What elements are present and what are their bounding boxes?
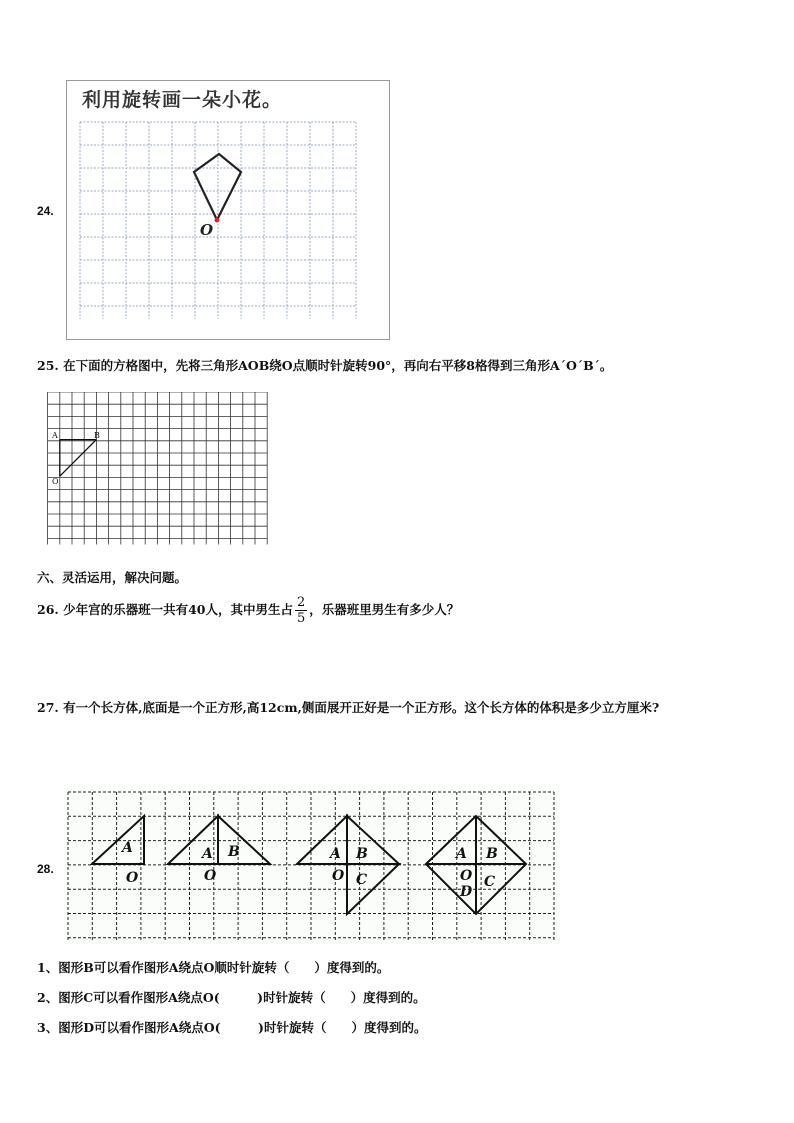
fig2-label-b: B — [228, 844, 240, 860]
q25-grid — [44, 392, 270, 548]
fig3-label-a: A — [330, 846, 341, 862]
q25-text: 在下面的方格图中，先将三角形AOB绕O点顺时针旋转90°，再向右平移8格得到三角形A´O´B´。 — [63, 358, 613, 373]
q24-o-label: O — [200, 221, 214, 239]
fig2-label-o: O — [204, 868, 217, 884]
q28-sub3: 3、图形D可以看作图形A绕点O( )时针旋转（ ）度得到的。 — [37, 1020, 427, 1035]
fig2-label-a: A — [202, 846, 213, 862]
q25-question — [37, 356, 612, 374]
fig4-label-a: A — [456, 846, 467, 862]
label-o: O — [52, 477, 59, 486]
q26-number: 26. — [37, 602, 59, 617]
fig4-label-c: C — [484, 874, 496, 890]
fig3-label-c: C — [356, 872, 368, 888]
q26-question — [37, 590, 459, 630]
q28-sub1: 1、图形B可以看作图形A绕点O顺时针旋转（ ）度得到的。 — [37, 960, 390, 975]
rotation-point-o — [215, 218, 220, 223]
fig4-label-b: B — [486, 846, 498, 862]
q27-question — [37, 698, 659, 716]
fraction-numerator: 2 — [297, 595, 306, 610]
segment-ob — [60, 440, 97, 477]
fig3-label-o: O — [332, 868, 345, 884]
q24-number: 24. — [37, 204, 54, 218]
fig3-label-b: B — [356, 846, 368, 862]
section6-title: 六、灵活运用，解决问题。 — [37, 570, 188, 585]
fig1-label-o: O — [126, 870, 139, 886]
q28-sub2: 2、图形C可以看作图形A绕点O( )时针旋转（ ）度得到的。 — [37, 990, 426, 1005]
label-a: A — [52, 431, 58, 440]
q25-figure — [44, 392, 270, 548]
fraction-denominator: 5 — [297, 611, 306, 626]
label-b: B — [94, 431, 100, 440]
fraction-two-fifths — [295, 595, 307, 626]
q24-figure — [66, 80, 390, 340]
q28-rotation-figures — [64, 790, 560, 944]
q24-grid-figure — [66, 80, 390, 340]
q24-figure-title: 利用旋转画一朵小花。 — [82, 89, 283, 111]
q26-text-after: ，乐器班里男生有多少人？ — [309, 602, 460, 617]
q25-number: 25. — [37, 358, 59, 373]
q26-text-before: 少年宫的乐器班一共有40人，其中男生占 — [63, 602, 294, 617]
fig4-label-d: D — [460, 884, 473, 900]
fig4-label-o: O — [460, 868, 473, 884]
q28-number: 28. — [37, 862, 54, 876]
fig1-label-a: A — [122, 840, 133, 856]
q27-text: 有一个长方体,底面是一个正方形,高12cm,侧面展开正好是一个正方形。这个长方体的体积是多少立方厘米? — [63, 700, 660, 715]
q28-figure — [64, 790, 560, 944]
q27-number: 27. — [37, 700, 59, 715]
